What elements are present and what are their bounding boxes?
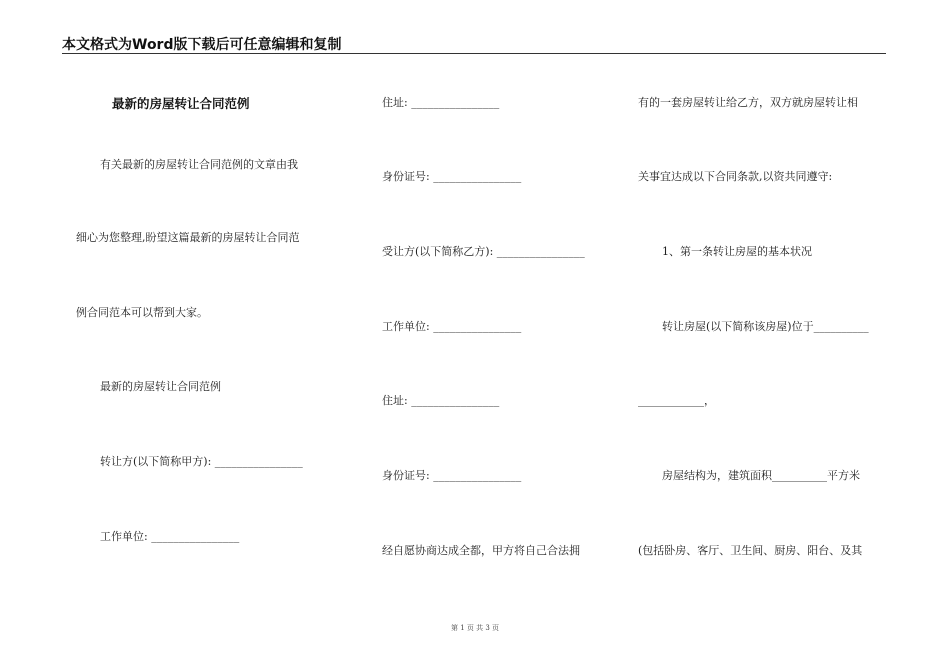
paragraph-line: 房屋结构为，建筑面积__________平方米 [662,469,860,482]
paragraph-line: 例合同范本可以帮到大家。 [76,306,208,319]
paragraph-line: 关事宜达成以下合同条款,以资共同遵守: [638,170,833,183]
document-title: 最新的房屋转让合同范例 [112,96,250,111]
header-divider [62,53,886,54]
paragraph-line: 经自愿协商达成全都，甲方将自己合法拥 [382,544,580,557]
paragraph-line: 细心为您整理,盼望这篇最新的房屋转让合同范 [76,231,300,244]
form-field-employer: 工作单位: ________________ [100,530,240,543]
clause-heading: 1、第一条转让房屋的基本状况 [662,245,812,258]
form-field-id-number: 身份证号: ________________ [382,469,522,482]
paragraph-line: ____________， [638,394,715,407]
section-heading: 最新的房屋转让合同范例 [100,380,221,393]
form-field-transferee: 受让方(以下简称乙方): ________________ [382,245,585,258]
paragraph-line: (包括卧房、客厅、卫生间、厨房、阳台、及其 [638,544,863,557]
paragraph-line: 转让房屋(以下简称该房屋)位于__________ [662,320,869,333]
form-field-address: 住址: ________________ [382,96,500,109]
form-field-employer: 工作单位: ________________ [382,320,522,333]
form-field-id-number: 身份证号: ________________ [382,170,522,183]
document-header: 本文格式为Word版下载后可任意编辑和复制 [62,37,342,53]
page-number: 第 1 页 共 3 页 [450,624,500,632]
form-field-transferor: 转让方(以下简称甲方): ________________ [100,455,303,468]
paragraph-line: 有关最新的房屋转让合同范例的文章由我 [100,158,298,171]
paragraph-line: 有的一套房屋转让给乙方，双方就房屋转让相 [638,96,858,109]
form-field-address: 住址: ________________ [382,394,500,407]
